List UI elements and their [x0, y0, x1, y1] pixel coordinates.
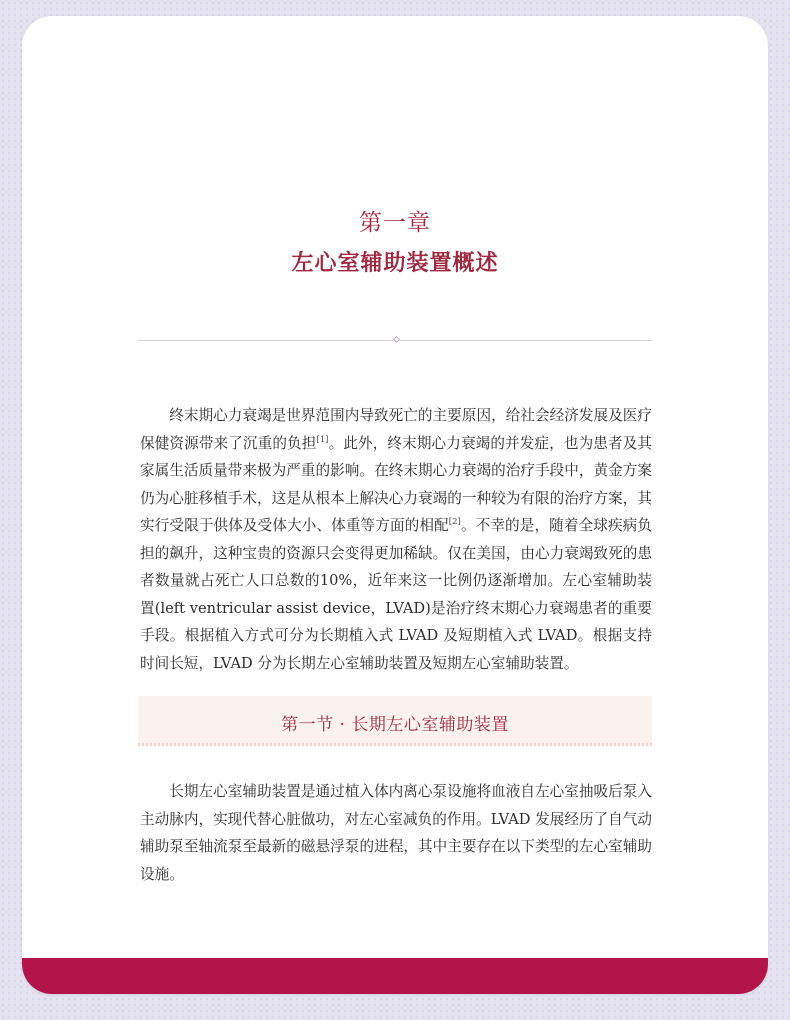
- divider-ornament: [393, 336, 400, 343]
- section-header-band: [138, 696, 652, 746]
- citation-1: [1]: [316, 434, 329, 445]
- intro-text-2: 。此外，终末期心力衰竭的并发症，也为患者及其家属生活质量带来极为严重的影响。在终末期心力衰竭的治疗手段中，黄金方案仍为心脏移植手术，这是从根本上解决心力衰竭的一种较为有限的治疗方案，其实行受限于供体及受体大小、体重等方面的相配: [140, 434, 652, 534]
- footer-bar: [22, 958, 768, 994]
- section-title: 第一节 · 长期左心室辅助装置: [281, 715, 509, 735]
- intro-text-3: 。不幸的是，随着全球疾病负担的飙升，这种宝贵的资源只会变得更加稀缺。仅在美国，由心力衰竭致死的患者数量就占死亡人口总数的10%，近年来这一比例仍逐渐增加。左心室辅助装置(left ventricular assist device，LVAD)是治疗终末期心力衰竭患者的重要手段。根据植入方式可分为长期植入式 LVAD 及短期植入式 LVAD。根据支持时间长短，LVAD 分为长期左心室辅助装置及短期左心室辅助装置。: [140, 517, 652, 672]
- citation-2: [2]: [448, 517, 461, 528]
- intro-paragraph: [140, 402, 652, 677]
- section-paragraph: 长期左心室辅助装置是通过植入体内离心泵设施将血液自左心室抽吸后泵入主动脉内，实现代替心脏做功，对左心室减负的作用。LVAD 发展经历了自气动辅助泵至轴流泵至最新的磁悬浮泵的进程，其中主要存在以下类型的左心室辅助设施。: [140, 783, 652, 883]
- book-page: [22, 16, 768, 994]
- chapter-number: 第一章: [359, 210, 431, 236]
- intro-text-1: 终末期心力衰竭是世界范围内导致死亡的主要原因，给社会经济发展及医疗保健资源带来了沉重的负担: [140, 407, 652, 452]
- chapter-title: 左心室辅助装置概述: [291, 251, 499, 276]
